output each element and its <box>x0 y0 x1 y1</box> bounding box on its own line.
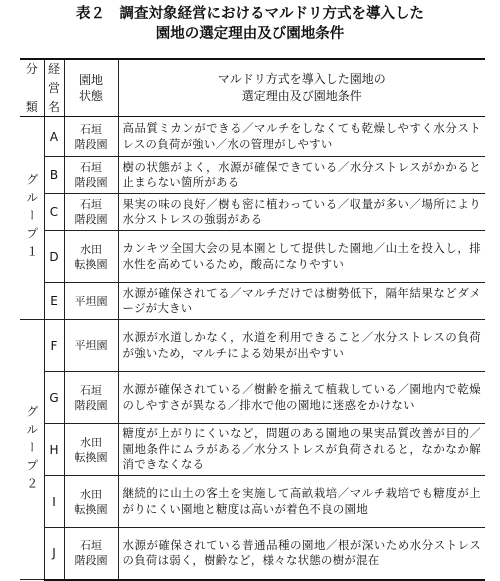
orchard-type: 石垣 階段園 <box>64 117 118 157</box>
table-row <box>20 372 485 424</box>
case-name: A <box>44 117 64 157</box>
header-orchard-type-line-1: 園地 <box>78 73 103 87</box>
header-case-name <box>44 59 64 117</box>
case-name: D <box>44 231 64 283</box>
group-2-label: グループ２ <box>20 320 44 580</box>
orchard-type: 水田 転換園 <box>64 231 118 283</box>
selection-reason: カンキツ全国大会の見本園として提供した園地／山土を投入し，排水性を高めているため，酸高になりやすい <box>118 231 485 283</box>
selection-reason-table <box>20 58 485 581</box>
orchard-type: 水田 転換園 <box>64 476 118 528</box>
orchard-type: 平坦園 <box>64 320 118 372</box>
orchard-type: 平坦園 <box>64 283 118 320</box>
table-title <box>0 0 500 46</box>
header-group-char-1: 分 <box>25 62 38 76</box>
selection-reason: 果実の味の良好／樹も密に植わっている／収量が多い／場所により水分ストレスの強弱がある <box>118 194 485 231</box>
selection-reason: 糖度が上がりにくいなど，問題のある園地の果実品質改善が目的／園地条件にムラがある／水分ストレスが負荷されると，なかなか解消できなくなる <box>118 424 485 476</box>
header-group <box>20 59 44 117</box>
case-name: F <box>44 320 64 372</box>
orchard-type: 水田 転換園 <box>64 424 118 476</box>
case-name: C <box>44 194 64 231</box>
table-title-line-2: 園地の選定理由及び園地条件 <box>155 26 345 42</box>
orchard-type: 石垣 階段園 <box>64 157 118 194</box>
case-name: G <box>44 372 64 424</box>
header-selection-reason <box>118 59 485 117</box>
header-orchard-type-line-2: 状態 <box>78 89 103 103</box>
case-name: J <box>44 528 64 580</box>
table-row <box>20 117 485 157</box>
table-row <box>20 231 485 283</box>
selection-reason: 水源が水道しかなく，水道を利用できること／水分ストレスの負荷が強いため，マルチによる効果が出やすい <box>118 320 485 372</box>
group-1-label: グループ１ <box>20 117 44 320</box>
table-row <box>20 157 485 194</box>
selection-reason: 水源が確保されている普通品種の園地／根が深いため水分ストレスの負荷は弱く，樹齢など，様々な状態の樹が混在 <box>118 528 485 580</box>
orchard-type: 石垣 階段園 <box>64 194 118 231</box>
table-row <box>20 476 485 528</box>
header-reason-line-2: 選定理由及び園地条件 <box>241 89 362 103</box>
header-reason-line-1: マルドリ方式を導入した園地の <box>217 72 386 86</box>
table-title-line-1: 表２ 調査対象経営におけるマルドリ方式を導入した <box>76 6 424 22</box>
case-name: I <box>44 476 64 528</box>
selection-reason: 継続的に山土の客土を実施して高畝栽培／マルチ栽培でも糖度が上がりにくい園地と糖度は高いが着色不良の園地 <box>118 476 485 528</box>
case-name: E <box>44 283 64 320</box>
table-row <box>20 194 485 231</box>
header-case-char-2: 営 <box>47 81 60 95</box>
selection-reason: 水源が確保されてる／マルチだけでは樹勢低下，隔年結果などダメージが大きい <box>118 283 485 320</box>
table-header-row <box>20 59 485 117</box>
table-row <box>20 528 485 580</box>
orchard-type: 石垣 階段園 <box>64 372 118 424</box>
table-row <box>20 283 485 320</box>
header-case-char-3: 名 <box>47 100 60 114</box>
selection-reason: 樹の状態がよく，水源が確保できている／水分ストレスがかかると止まらない箇所がある <box>118 157 485 194</box>
header-orchard-type <box>64 59 118 117</box>
table-row <box>20 424 485 476</box>
selection-reason: 水源が確保されている／樹齢を揃えて植栽している／園地内で乾燥のしやすさが異なる／排水で他の園地に迷惑をかけない <box>118 372 485 424</box>
header-group-char-2: 類 <box>25 100 38 114</box>
orchard-type: 石垣 階段園 <box>64 528 118 580</box>
selection-reason: 高品質ミカンができる／マルチをしなくても乾燥しやすく水分ストレスの負荷が強い／水の管理がしやすい <box>118 117 485 157</box>
case-name: H <box>44 424 64 476</box>
case-name: B <box>44 157 64 194</box>
header-case-char-1: 経 <box>47 62 60 76</box>
table-row <box>20 320 485 372</box>
